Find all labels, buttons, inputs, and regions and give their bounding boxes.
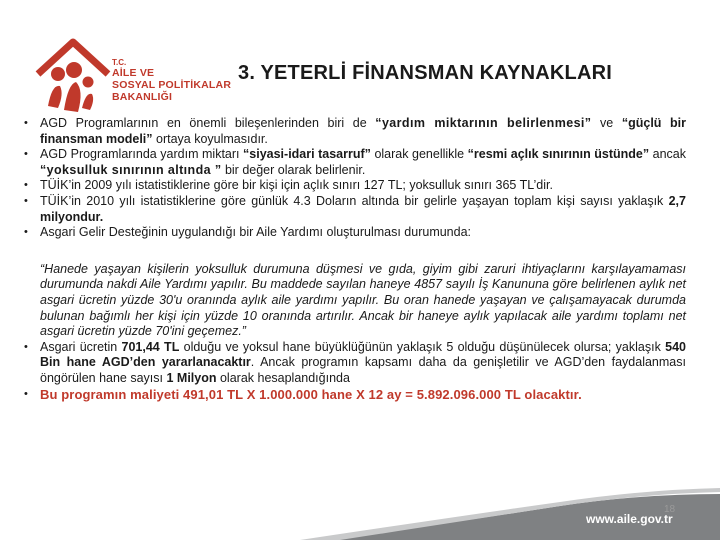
bullet-icon: • — [24, 226, 28, 239]
footer-swoosh — [0, 480, 720, 540]
bullet-6-text-a: Asgari ücretin — [40, 339, 122, 354]
bullet-icon: • — [24, 194, 28, 207]
bullet-icon: • — [24, 148, 28, 161]
bullet-6-bold-b: 540 Bin hane AGD’den yararlanacaktır — [40, 339, 686, 370]
footer-url: www.aile.gov.tr — [586, 512, 673, 526]
bullet-item-1 — [22, 116, 686, 147]
bullet-item-6 — [22, 340, 686, 387]
bullet-2-bold-a: “siyasi-idari tasarruf” — [243, 147, 371, 162]
slide-content — [22, 116, 686, 402]
bullet-item-3 — [22, 178, 686, 194]
bullet-2-text-a: AGD Programlarında yardım miktarı — [40, 147, 244, 162]
bullet-2-text-c: ancak — [649, 147, 686, 162]
bullet-item-7 — [22, 387, 686, 403]
bullet-icon: • — [24, 117, 28, 129]
ministry-logo-icon — [28, 34, 118, 114]
ministry-line-3: BAKANLIĞI — [112, 91, 173, 103]
ministry-tc: T.C. — [112, 58, 127, 67]
bullet-4-text-a: TÜİK’in 2010 yılı istatistiklerine göre günlük 4.3 Doların altında bir gelirle yaşayan toplam kişi sayısı yaklaşık — [40, 193, 669, 208]
bullet-6-text-c: . Ancak programın kapsamı daha da genişletilir ve AGD’den faydalanması öngörülen hane sayısı — [40, 355, 686, 385]
bullet-1-text-b: ve — [591, 116, 622, 130]
page-number: 18 — [664, 504, 676, 515]
bullet-1-bold-b: “güçlü bir finansman modeli” — [40, 116, 687, 146]
bullet-2-bold-c: “yoksulluk sınırının altında ” — [40, 162, 222, 177]
bullet-1-text-a: AGD Programlarının en önemli bileşenlerinden biri de — [40, 116, 376, 130]
bullet-6-bold-c: 1 Milyon — [166, 370, 217, 385]
ministry-line-2: SOSYAL POLİTİKALAR — [112, 79, 232, 91]
bullet-item-4 — [22, 194, 686, 225]
ministry-name — [112, 58, 242, 103]
bullet-item-2 — [22, 147, 686, 178]
bullet-icon: • — [24, 179, 28, 192]
bullet-2-text-b: olarak genellikle — [370, 147, 468, 162]
bullet-3-text: TÜİK’in 2009 yılı istatistiklerine göre bir kişi için açlık sınırı 127 TL; yoksulluk sınırı 365 TL’dir. — [40, 178, 553, 193]
bullet-icon: • — [24, 340, 28, 353]
bullet-6-text-d: olarak hesaplandığında — [216, 370, 350, 385]
bullet-1-bold-a: “yardım miktarının belirlenmesi” — [375, 116, 592, 130]
bullet-6-text-b: olduğu ve yoksul hane büyüklüğünün yaklaşık 5 olduğu düşünülecek olursa; yaklaşık — [179, 339, 666, 354]
law-quote: “Hanede yaşayan kişilerin yoksulluk durumuna düşmesi ve gıda, giyim gibi zaruri ihtiyaçlarını karşılayamaması durumunda nakdi Aile Yardımı yapılır. Bu maddede sayılan haneye 4857 sayılı İş Kanununa göre belirlenen aylık net asgari ücretin yüzde 30'u oranında aylık aile yardımı yapılır. Bu oran hanede yaşayan ve çalışamayacak durumda bulunan bağımlı her kişi için yüzde 10 oranında artırılır. Ancak bir haneye aylık yapılacak aile yardımı toplamı net asgari ücretin yüzde 70'ini geçemez.” — [40, 261, 686, 339]
bullet-2-bold-b: “resmi açlık sınırının üstünde” — [467, 147, 650, 162]
bullet-6-bold-a: 701,44 TL — [121, 339, 180, 354]
bullet-icon: • — [24, 387, 28, 400]
bullet-2-text-d: bir değer olarak belirlenir. — [221, 162, 366, 177]
bullet-item-5 — [22, 225, 686, 241]
bullet-5-text: Asgari Gelir Desteğinin uygulandığı bir Aile Yardımı oluşturulması durumunda: — [40, 225, 472, 240]
page-title: 3. YETERLİ FİNANSMAN KAYNAKLARI — [238, 62, 613, 84]
bullet-4-bold: 2,7 milyondur. — [40, 193, 686, 224]
cost-summary: Bu programın maliyeti 491,01 TL X 1.000.000 hane X 12 ay = 5.892.096.000 TL olacaktır. — [40, 386, 582, 402]
bullet-1-text-c: ortaya koyulmasıdır. — [152, 131, 268, 146]
ministry-line-1: AİLE VE — [112, 67, 155, 79]
